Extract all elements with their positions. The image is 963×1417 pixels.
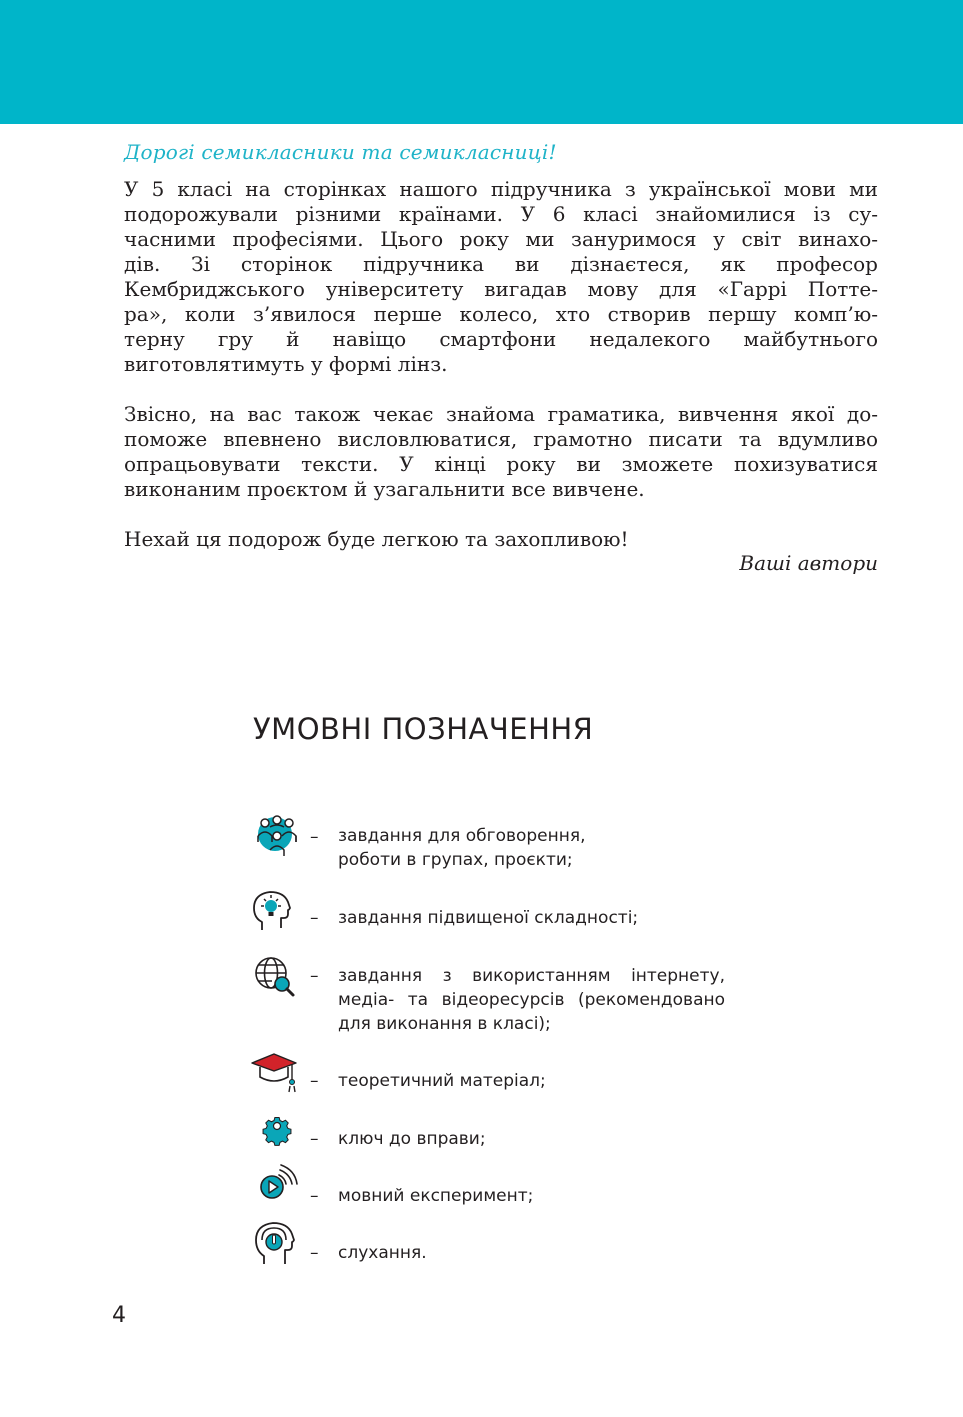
legend-dash: – xyxy=(310,1071,319,1091)
page-number: 4 xyxy=(112,1303,126,1328)
text-line: терну гру й навіщо смартфони недалекого майбутнього xyxy=(124,327,878,351)
head-headphones-icon xyxy=(250,1220,300,1266)
legend-line: медіа- та відеоресурсів (рекомендовано xyxy=(338,990,725,1010)
intro-paragraph xyxy=(124,177,878,377)
legend-dash: – xyxy=(310,966,319,986)
legend-description xyxy=(338,1184,725,1208)
legend-line: слухання. xyxy=(338,1243,427,1263)
text-line: виконаним проєктом й узагальнити все вивчене. xyxy=(124,477,645,501)
legend-line: завдання для обговорення, xyxy=(338,826,586,846)
legend-line: ключ до вправи; xyxy=(338,1129,486,1149)
globe-search-icon xyxy=(250,955,300,1001)
legend-item-experiment xyxy=(250,1160,730,1208)
legend-description xyxy=(338,824,725,872)
text-line: ра», коли з’явилося перше колесо, хто створив першу комп’ю- xyxy=(124,302,878,326)
legend-title: УМОВНІ ПОЗНАЧЕННЯ xyxy=(253,712,594,746)
legend-item-key xyxy=(250,1113,730,1153)
closing-paragraph xyxy=(124,527,878,552)
text-line: часними професіями. Цього року ми зануримося у світ винахо- xyxy=(124,227,878,251)
legend-line: для виконання в класі); xyxy=(338,1014,551,1034)
group-discussion-icon xyxy=(250,812,300,858)
legend-line: завдання з використанням інтернету, xyxy=(338,966,725,986)
legend-line: завдання підвищеної складності; xyxy=(338,908,639,928)
legend-description xyxy=(338,1241,725,1265)
legend-item-theory xyxy=(250,1050,730,1096)
legend-dash: – xyxy=(310,1243,319,1263)
grammar-paragraph xyxy=(124,402,878,502)
legend-description xyxy=(338,906,725,930)
legend-dash: – xyxy=(310,1186,319,1206)
text-line: Кембриджського університету вигадав мову для «Гаррі Потте- xyxy=(124,277,878,301)
legend-item-discussion xyxy=(250,812,730,872)
text-line: подорожували різними країнами. У 6 класі знайомилися із су- xyxy=(124,202,878,226)
text-line: дів. Зі сторінок підручника ви дізнаєтеся, як професор xyxy=(124,252,878,276)
legend-item-advanced xyxy=(250,890,730,940)
gear-key-icon xyxy=(250,1113,300,1159)
head-lightbulb-icon xyxy=(250,890,300,936)
signature: Ваші автори xyxy=(739,551,878,575)
legend-item-internet xyxy=(250,955,730,1035)
play-signal-icon xyxy=(250,1160,300,1206)
legend-dash: – xyxy=(310,827,319,847)
legend-line: мовний експеримент; xyxy=(338,1186,534,1206)
text-line: Звісно, на вас також чекає знайома граматика, вивчення якої до- xyxy=(124,402,878,426)
graduation-cap-icon xyxy=(250,1050,300,1096)
legend-description xyxy=(338,1127,725,1151)
greeting: Дорогі семикласники та семикласниці! xyxy=(124,140,557,164)
text-line: виготовлятимуть у формі лінз. xyxy=(124,352,448,376)
legend-dash: – xyxy=(310,908,319,928)
text-line: поможе впевнено висловлюватися, грамотно писати та вдумливо xyxy=(124,427,878,451)
legend-line: роботи в групах, проєкти; xyxy=(338,850,573,870)
legend-description xyxy=(338,1069,725,1093)
legend-line: теоретичний матеріал; xyxy=(338,1071,546,1091)
text-line: опрацьовувати тексти. У кінці року ви зможете похизуватися xyxy=(124,452,878,476)
text-line: Нехай ця подорож буде легкою та захопливою! xyxy=(124,527,629,551)
text-line: У 5 класі на сторінках нашого підручника з української мови ми xyxy=(124,177,878,201)
header-band xyxy=(0,0,963,124)
legend-item-listening xyxy=(250,1220,730,1270)
legend-dash: – xyxy=(310,1129,319,1149)
legend-description xyxy=(338,964,725,1036)
